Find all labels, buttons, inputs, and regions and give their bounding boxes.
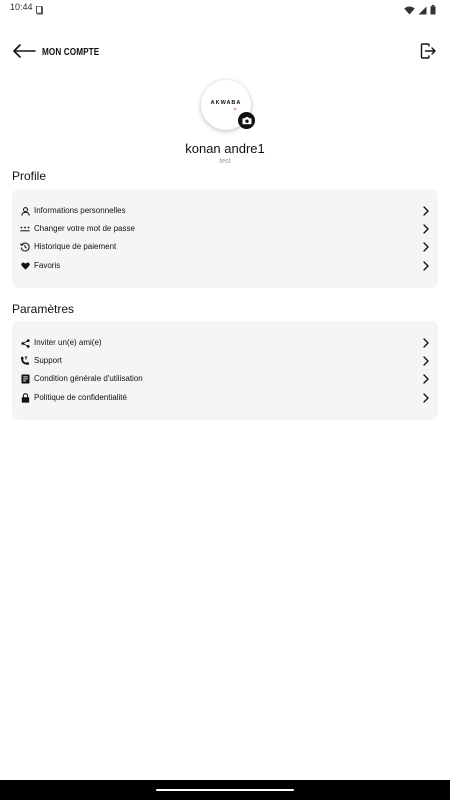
menu-item-invite-friend[interactable]: [12, 334, 438, 352]
phone-support-icon: [20, 356, 30, 366]
menu-label: Informations personnelles: [34, 206, 126, 215]
menu-item-support[interactable]: [12, 352, 438, 370]
lock-icon: [20, 393, 30, 403]
menu-label: Favoris: [34, 261, 61, 270]
camera-icon: [242, 112, 252, 130]
profile-name: konan andre1: [185, 141, 265, 156]
chevron-right-icon: [422, 356, 430, 366]
menu-item-terms[interactable]: [12, 370, 438, 388]
menu-item-change-password[interactable]: [12, 220, 438, 238]
logout-icon: [420, 43, 436, 64]
menu-label: Condition générale d'utilisation: [34, 374, 143, 383]
settings-menu-card: [12, 321, 438, 420]
menu-label: Inviter un(e) ami(e): [34, 338, 102, 347]
app-header: [0, 36, 450, 70]
chevron-right-icon: [422, 338, 430, 348]
menu-label: Changer votre mot de passe: [34, 224, 135, 233]
chevron-right-icon: [422, 393, 430, 403]
menu-label: Historique de paiement: [34, 242, 117, 251]
menu-item-personal-info[interactable]: [12, 202, 438, 220]
document-icon: [20, 374, 30, 384]
chevron-right-icon: [422, 206, 430, 216]
notification-document-icon: [36, 2, 44, 20]
page-title: MON COMPTE: [42, 47, 100, 58]
brand-logo: AKWABA: [210, 99, 242, 106]
status-bar: [0, 0, 450, 16]
section-title-settings: Paramètres: [12, 302, 75, 316]
menu-label: Support: [34, 356, 63, 365]
menu-item-favorites[interactable]: [12, 257, 438, 275]
heart-icon: [20, 261, 30, 271]
signal-icon: [418, 2, 427, 20]
chevron-right-icon: [422, 261, 430, 271]
status-icons: [404, 2, 436, 20]
menu-item-payment-history[interactable]: [12, 238, 438, 256]
wifi-icon: [404, 2, 415, 20]
battery-icon: [430, 2, 436, 20]
history-icon: [20, 242, 30, 252]
logout-button[interactable]: [418, 43, 438, 63]
change-photo-button[interactable]: [238, 112, 255, 129]
profile-subtitle: test: [219, 158, 231, 165]
menu-label: Politique de confidentialité: [34, 393, 127, 402]
status-time: 10:44: [10, 2, 33, 12]
share-icon: [20, 338, 30, 348]
back-button[interactable]: [11, 42, 37, 64]
person-icon: [20, 206, 30, 216]
chevron-right-icon: [422, 224, 430, 234]
section-title-profile: Profile: [12, 169, 47, 183]
chevron-right-icon: [422, 242, 430, 252]
chevron-right-icon: [422, 374, 430, 384]
profile-menu-card: [12, 189, 438, 288]
brand-logo-sub: CI: [233, 106, 237, 111]
home-indicator[interactable]: [156, 789, 294, 791]
arrow-left-icon: [12, 44, 36, 63]
password-dots-icon: [20, 224, 30, 234]
menu-item-privacy-policy[interactable]: [12, 389, 438, 407]
system-navigation-bar: [0, 780, 450, 800]
